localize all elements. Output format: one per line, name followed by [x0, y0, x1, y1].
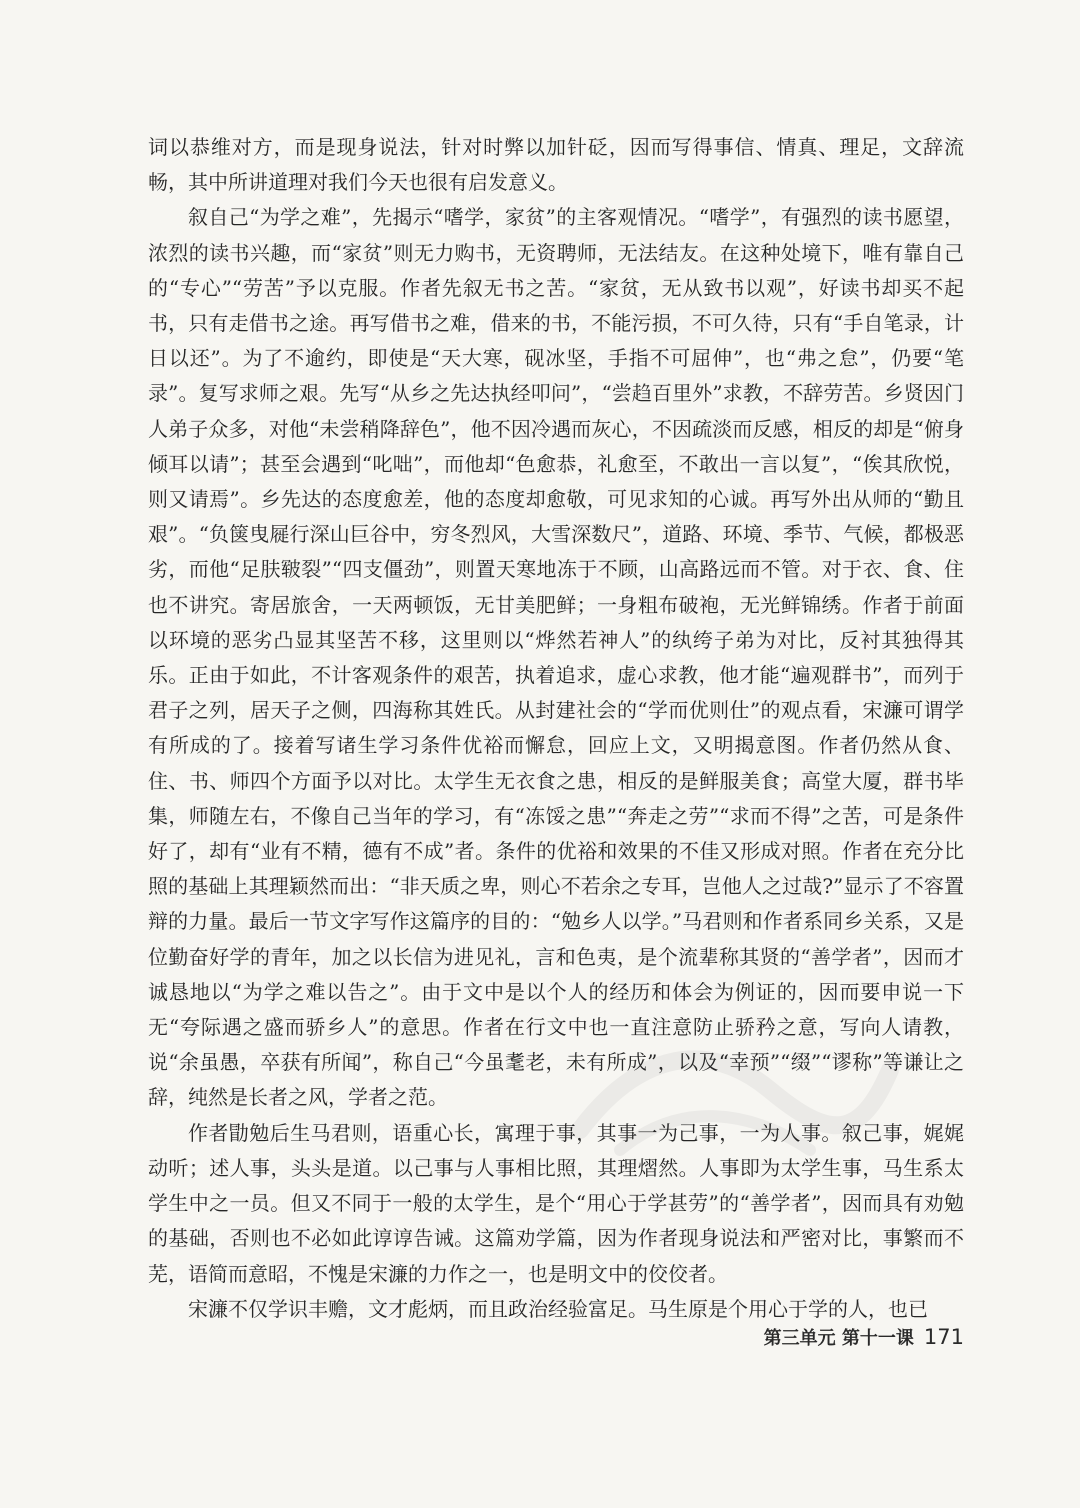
- paragraph-analysis-song-lian: 宋濂不仅学识丰赡，文才彪炳，而且政治经验富足。马生原是个用心于学的人，也已: [188, 1296, 928, 1321]
- paragraph-continued: 词以恭维对方，而是现身说法，针对时弊以加针砭，因而写得事信、情真、理足，文辞流畅，其中所讲道理对我们今天也很有启发意义。: [148, 135, 964, 195]
- running-head: 第三单元 第十一课: [763, 1328, 914, 1349]
- body-text: [148, 130, 964, 1327]
- paragraph-analysis-hardship: 叙自己“为学之难”，先揭示“嗜学，家贫”的主客观情况。“嗜学”，有强烈的读书愿望，浓烈的读书兴趣，而“家贫”则无力购书，无资聘师，无法结友。在这种处境下，唯有靠自己的“专心”“劳苦”予以克服。作者先叙无书之苦。“家贫，无从致书以观”，好读书却买不起书，只有走借书之途。再写借书之难，借来的书，不能污损，不可久待，只有“手自笔录，计日以还”。为了不逾约，即使是“天大寒，砚冰坚，手指不可屈伸”，也“弗之怠”，仍要“笔录”。复写求师之艰。先写“从乡之先达执经叩问”，“尝趋百里外”求教，不辞劳苦。乡贤因门人弟子众多，对他“未尝稍降辞色”，他不因冷遇而灰心，不因疏淡而反感，相反的却是“俯身倾耳以请”；甚至会遇到“叱咄”，而他却“色愈恭，礼愈至，不敢出一言以复”，“俟其欣悦，则又请焉”。乡先达的态度愈差，他的态度却愈敬，可见求知的心诚。再写外出从师的“勤且艰”。“负箧曳屣行深山巨谷中，穷冬烈风，大雪深数尺”，道路、环境、季节、气候，都极恶劣，而他“足肤皲裂”“四支僵劲”，则置天寒地冻于不顾，山高路远而不管。对于衣、食、住也不讲究。寄居旅舍，一天两顿饭，无甘美肥鲜；一身粗布破袍，无光鲜锦绣。作者于前面以环境的恶劣凸显其坚苦不移，这里则以“烨然若神人”的纨绔子弟为对比，反衬其独得其乐。正由于如此，不计客观条件的艰苦，执着追求，虚心求教，他才能“遍观群书”，而列于君子之列，居天子之侧，四海称其姓氏。从封建社会的“学而优则仕”的观点看，宋濂可谓学有所成的了。接着写诸生学习条件优裕而懈怠，回应上文，又明揭意图。作者仍然从食、住、书、师四个方面予以对比。太学生无衣食之患，相反的是鲜服美食；高堂大厦，群书毕集，师随左右，不像自己当年的学习，有“冻馁之患”“奔走之劳”“求而不得”之苦，可是条件好了，却有“业有不精，德有不成”者。条件的优裕和效果的不佳又形成对照。作者在充分比照的基础上其理颖然而出：“非天质之卑，则心不若余之专耳，岂他人之过哉?”显示了不容置辩的力量。最后一节文字写作这篇序的目的：“勉乡人以学。”马君则和作者系同乡关系，又是位勤奋好学的青年，加之以长信为进见礼，言和色夷，是个流辈称其贤的“善学者”，因而才诚恳地以“为学之难以告之”。由于文中是以个人的经历和体会为例证的，因而要申说一下无“夸际遇之盛而骄乡人”的意思。作者在行文中也一直注意防止骄矜之意，写向人请教，说“余虽愚，卒获有所闻”，称自己“今虽耄老，未有所成”，以及“幸预”“缀”“谬称”等谦让之辞，纯然是长者之风，学者之范。: [148, 205, 964, 1110]
- page-footer: [700, 1324, 964, 1358]
- page-number: 171: [923, 1325, 964, 1349]
- paragraph-analysis-exhortation: 作者勖勉后生马君则，语重心长，寓理于事，其事一为己事，一为人事。叙己事，娓娓动听；述人事，头头是道。以己事与人事相比照，其理熠然。人事即为太学生事，马生系太学生中之一员。但又不同于一般的太学生，是个“用心于学甚劳”的“善学者”，因而具有劝勉的基础，否则也不必如此谆谆告诫。这篇劝学篇，因为作者现身说法和严密对比，事繁而不芜，语简而意昭，不愧是宋濂的力作之一，也是明文中的佼佼者。: [148, 1120, 964, 1286]
